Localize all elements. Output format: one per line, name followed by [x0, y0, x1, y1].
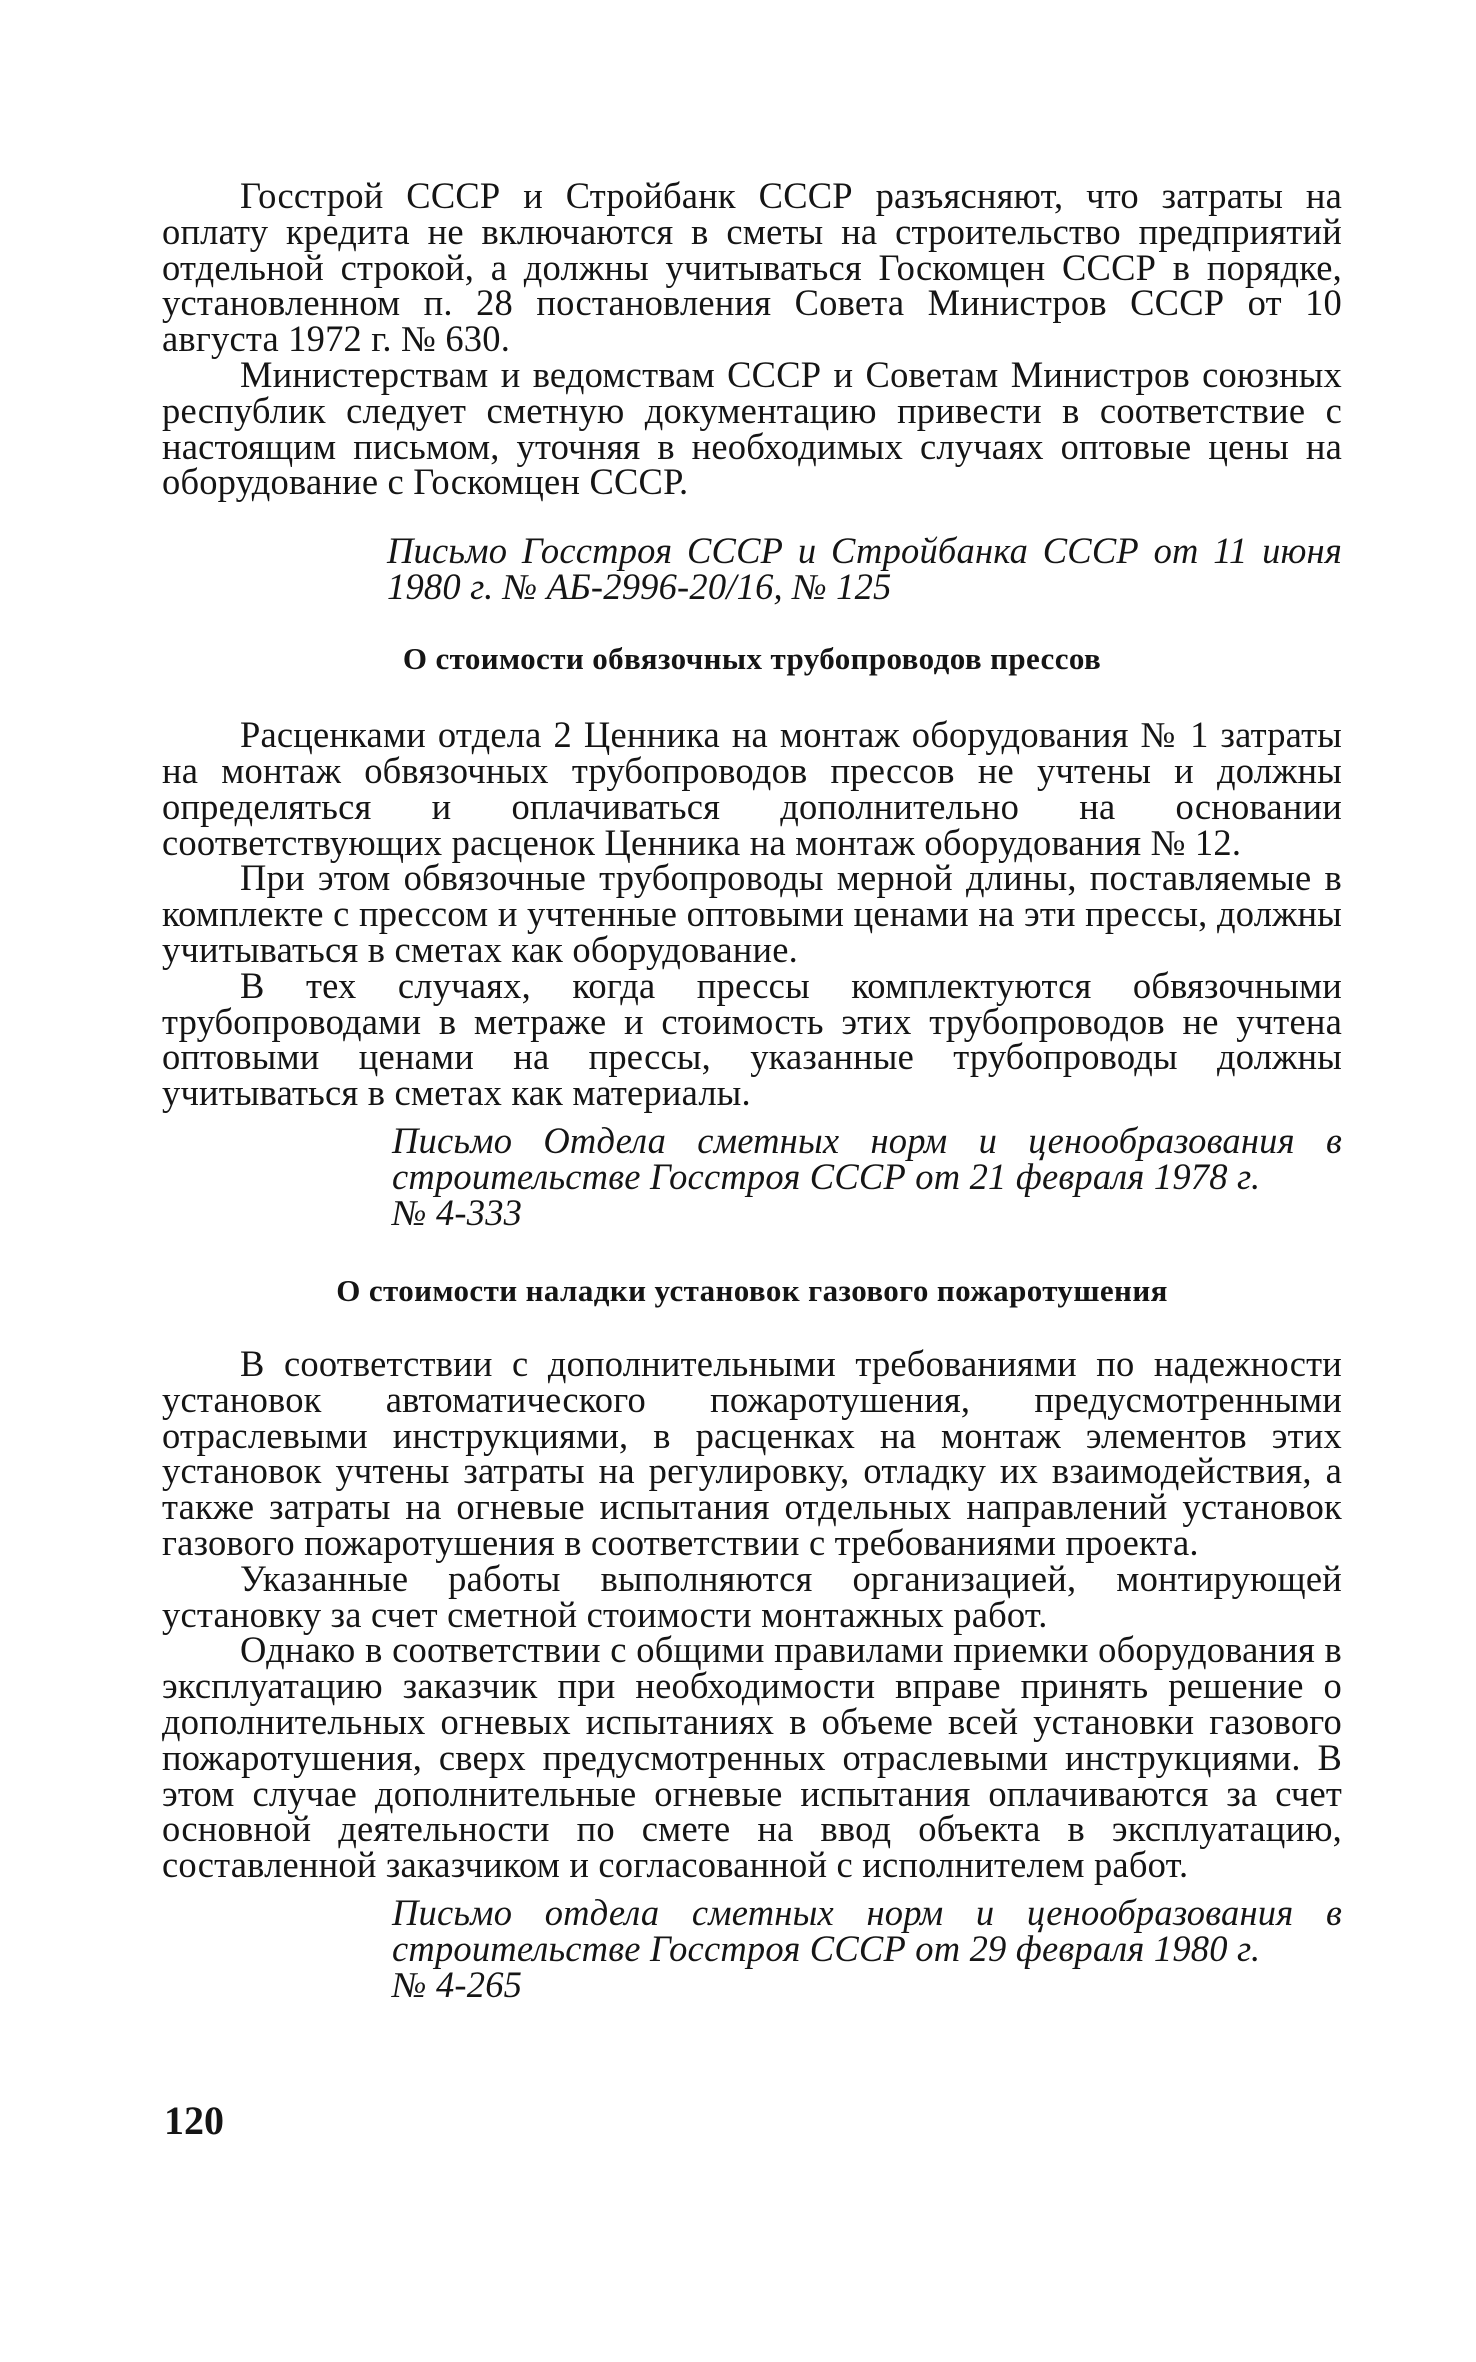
paragraph: Расценками отдела 2 Ценника на монтаж оборудования № 1 затраты на монтаж обвязочных трубопроводов прессов не учтены и должны определяться и оплачиваться дополнительно на основании соответствующих расценок Ценника на монтаж оборудования № 12.: [162, 714, 1342, 863]
section-gas-fire-suppression: [162, 1273, 1342, 2003]
section-credit-costs: [162, 175, 1342, 608]
paragraph: Госстрой СССР и Стройбанк СССР разъясняют, что затраты на оплату кредита не включаются в сметы на строительство предприятий отдельной строкой, а должны учитываться Госкомцен СССР в порядке, установленном п. 28 постановления Совета Министров СССР от 10 августа 1972 г. № 630.: [162, 175, 1342, 360]
paragraph: Указанные работы выполняются организацией, монтирующей установку за счет сметной стоимости монтажных работ.: [162, 1557, 1342, 1635]
document-page: [162, 175, 1342, 2005]
signature-line: Письмо Госстроя СССР и Стройбанка СССР от 11 июня 1980 г. № АБ-2996-20/16, № 125: [387, 530, 1342, 608]
signature-block: [392, 1119, 1342, 1233]
paragraph: Министерствам и ведомствам СССР и Советам Министров союзных республик следует сметную документацию привести в соответствие с настоящим письмом, уточняя в необходимых случаях оптовые цены на оборудование с Госкомцен СССР.: [162, 353, 1342, 503]
signature-line: № 4-333: [392, 1191, 523, 1233]
section-heading: О стоимости обвязочных трубопроводов прессов: [402, 641, 1102, 677]
paragraph: В тех случаях, когда прессы комплектуются обвязочными трубопроводами в метраже и стоимость этих трубопроводов не учтена оптовыми ценами на прессы, указанные трубопроводы должны учитываться в сметах как материалы.: [162, 964, 1342, 1114]
signature-block: [387, 530, 1342, 608]
section-heading: О стоимости наладки установок газового пожаротушения: [336, 1272, 1168, 1308]
page-number: 120: [164, 2098, 224, 2143]
paragraph: При этом обвязочные трубопроводы мерной длины, поставляемые в комплекте с прессом и учтенные оптовыми ценами на эти прессы, должны учитываться в сметах как оборудование.: [162, 857, 1342, 970]
signature-block: [392, 1891, 1342, 2005]
paragraph: В соответствии с дополнительными требованиями по надежности установок автоматического пожаротушения, предусмотренными отраслевыми инструкциями, в расценках на монтаж элементов этих установок учтены затраты на регулировку, отладку их взаимодействия, а также затраты на огневые испытания отдельных направлений установок газового пожаротушения в соответствии с требованиями проекта.: [162, 1342, 1342, 1563]
signature-line: Письмо Отдела сметных норм и ценообразования в строительстве Госстроя СССР от 21 февраля 1978 г.: [392, 1119, 1342, 1197]
paragraph: Однако в соответствии с общими правилами приемки оборудования в эксплуатацию заказчик при необходимости вправе принять решение о дополнительных огневых испытаниях в объеме всей установки газового пожаротушения, сверх предусмотренных отраслевыми инструкциями. В этом случае дополнительные огневые испытания оплачиваются за счет основной деятельности по смете на ввод объекта в эксплуатацию, составленной заказчиком и согласованной с исполнителем работ.: [162, 1629, 1342, 1886]
section-press-pipelines: [162, 641, 1342, 1231]
signature-line: Письмо отдела сметных норм и ценообразования в строительстве Госстроя СССР от 29 февраля 1980 г.: [392, 1891, 1342, 1969]
signature-line: № 4-265: [392, 1963, 523, 2005]
